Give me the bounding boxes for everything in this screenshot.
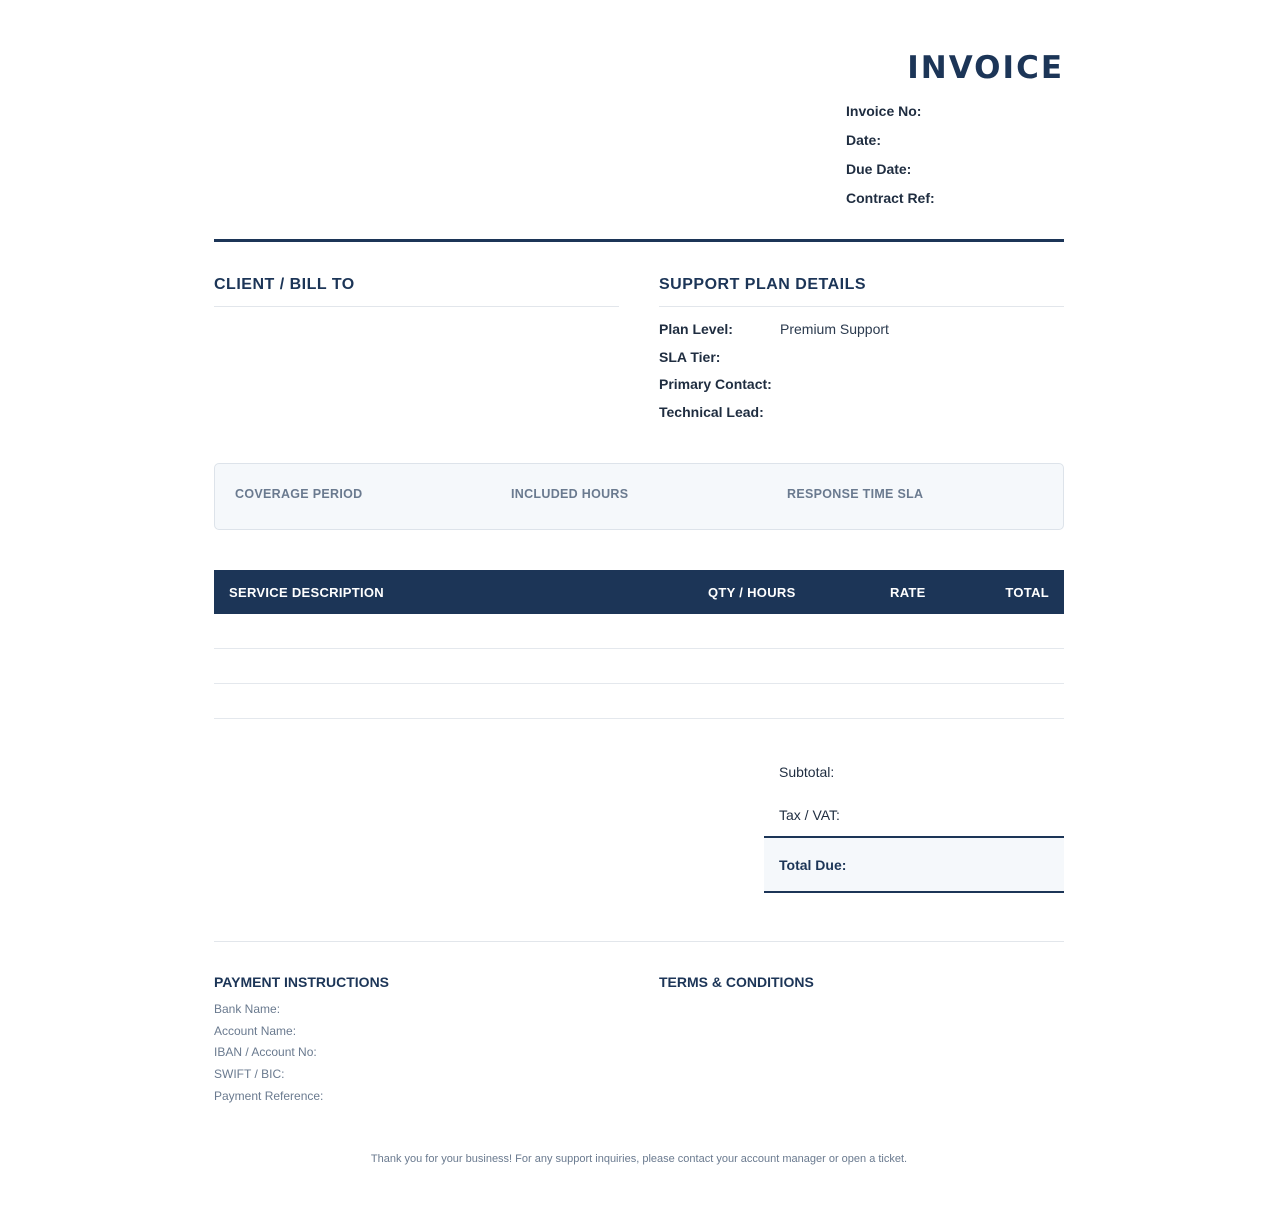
terms-section xyxy=(659,974,1064,990)
support-plan-rows xyxy=(659,321,1064,431)
contract-ref-label: Contract Ref: xyxy=(846,190,935,206)
col-rate: RATE xyxy=(890,585,926,600)
invoice-number-label: Invoice No: xyxy=(846,103,922,119)
invoice-page xyxy=(214,0,1064,1165)
plan-level-label: Plan Level: xyxy=(659,321,733,337)
response-time-sla-label: RESPONSE TIME SLA xyxy=(787,487,924,501)
primary-contact-row xyxy=(659,376,1064,404)
sla-tier-label: SLA Tier: xyxy=(659,348,721,365)
footer-divider xyxy=(214,941,1064,942)
table-row xyxy=(214,614,1064,649)
thank-you-note: Thank you for your business! For any support inquiries, please contact your account manager or open a ticket. xyxy=(370,1153,908,1165)
payment-fields xyxy=(214,1002,619,1110)
totals-block xyxy=(764,750,1064,893)
invoice-meta xyxy=(846,103,935,219)
payment-instructions-section xyxy=(214,974,619,1110)
invoice-title: INVOICE xyxy=(907,50,1064,86)
payment-reference-label: Payment Reference: xyxy=(214,1088,324,1103)
table-header-row xyxy=(214,570,1064,614)
invoice-date-label: Date: xyxy=(846,132,882,148)
plan-level-row xyxy=(659,321,1064,349)
col-service-description: SERVICE DESCRIPTION xyxy=(229,585,384,600)
col-qty-hours: QTY / HOURS xyxy=(708,585,796,600)
total-due-label: Total Due: xyxy=(779,856,847,873)
client-section xyxy=(214,276,619,307)
plan-level-value: Premium Support xyxy=(780,321,889,337)
line-items-table xyxy=(214,570,1064,719)
col-total: TOTAL xyxy=(1005,585,1049,600)
sla-tier-row xyxy=(659,349,1064,377)
technical-lead-label: Technical Lead: xyxy=(659,403,764,420)
client-title: CLIENT / BILL TO xyxy=(214,276,619,307)
included-hours-label: INCLUDED HOURS xyxy=(511,487,629,501)
subtotal-row xyxy=(764,750,1064,793)
terms-title: TERMS & CONDITIONS xyxy=(659,974,814,990)
payment-instructions-title: PAYMENT INSTRUCTIONS xyxy=(214,974,390,990)
account-name-label: Account Name: xyxy=(214,1023,297,1038)
table-row xyxy=(214,684,1064,719)
tax-row xyxy=(764,793,1064,836)
total-due-row xyxy=(764,836,1064,893)
table-row xyxy=(214,649,1064,684)
subtotal-label: Subtotal: xyxy=(779,763,835,780)
iban-label: IBAN / Account No: xyxy=(214,1045,317,1060)
primary-contact-label: Primary Contact: xyxy=(659,376,772,392)
invoice-header xyxy=(214,0,1064,242)
tax-label: Tax / VAT: xyxy=(779,806,840,823)
support-plan-section xyxy=(659,276,1064,431)
swift-bic-label: SWIFT / BIC: xyxy=(214,1067,285,1082)
due-date-label: Due Date: xyxy=(846,161,912,177)
coverage-period-label: COVERAGE PERIOD xyxy=(235,487,363,501)
coverage-summary-box xyxy=(214,463,1064,530)
support-plan-title: SUPPORT PLAN DETAILS xyxy=(659,276,1064,307)
bank-name-label: Bank Name: xyxy=(214,1002,281,1016)
technical-lead-row xyxy=(659,404,1064,432)
